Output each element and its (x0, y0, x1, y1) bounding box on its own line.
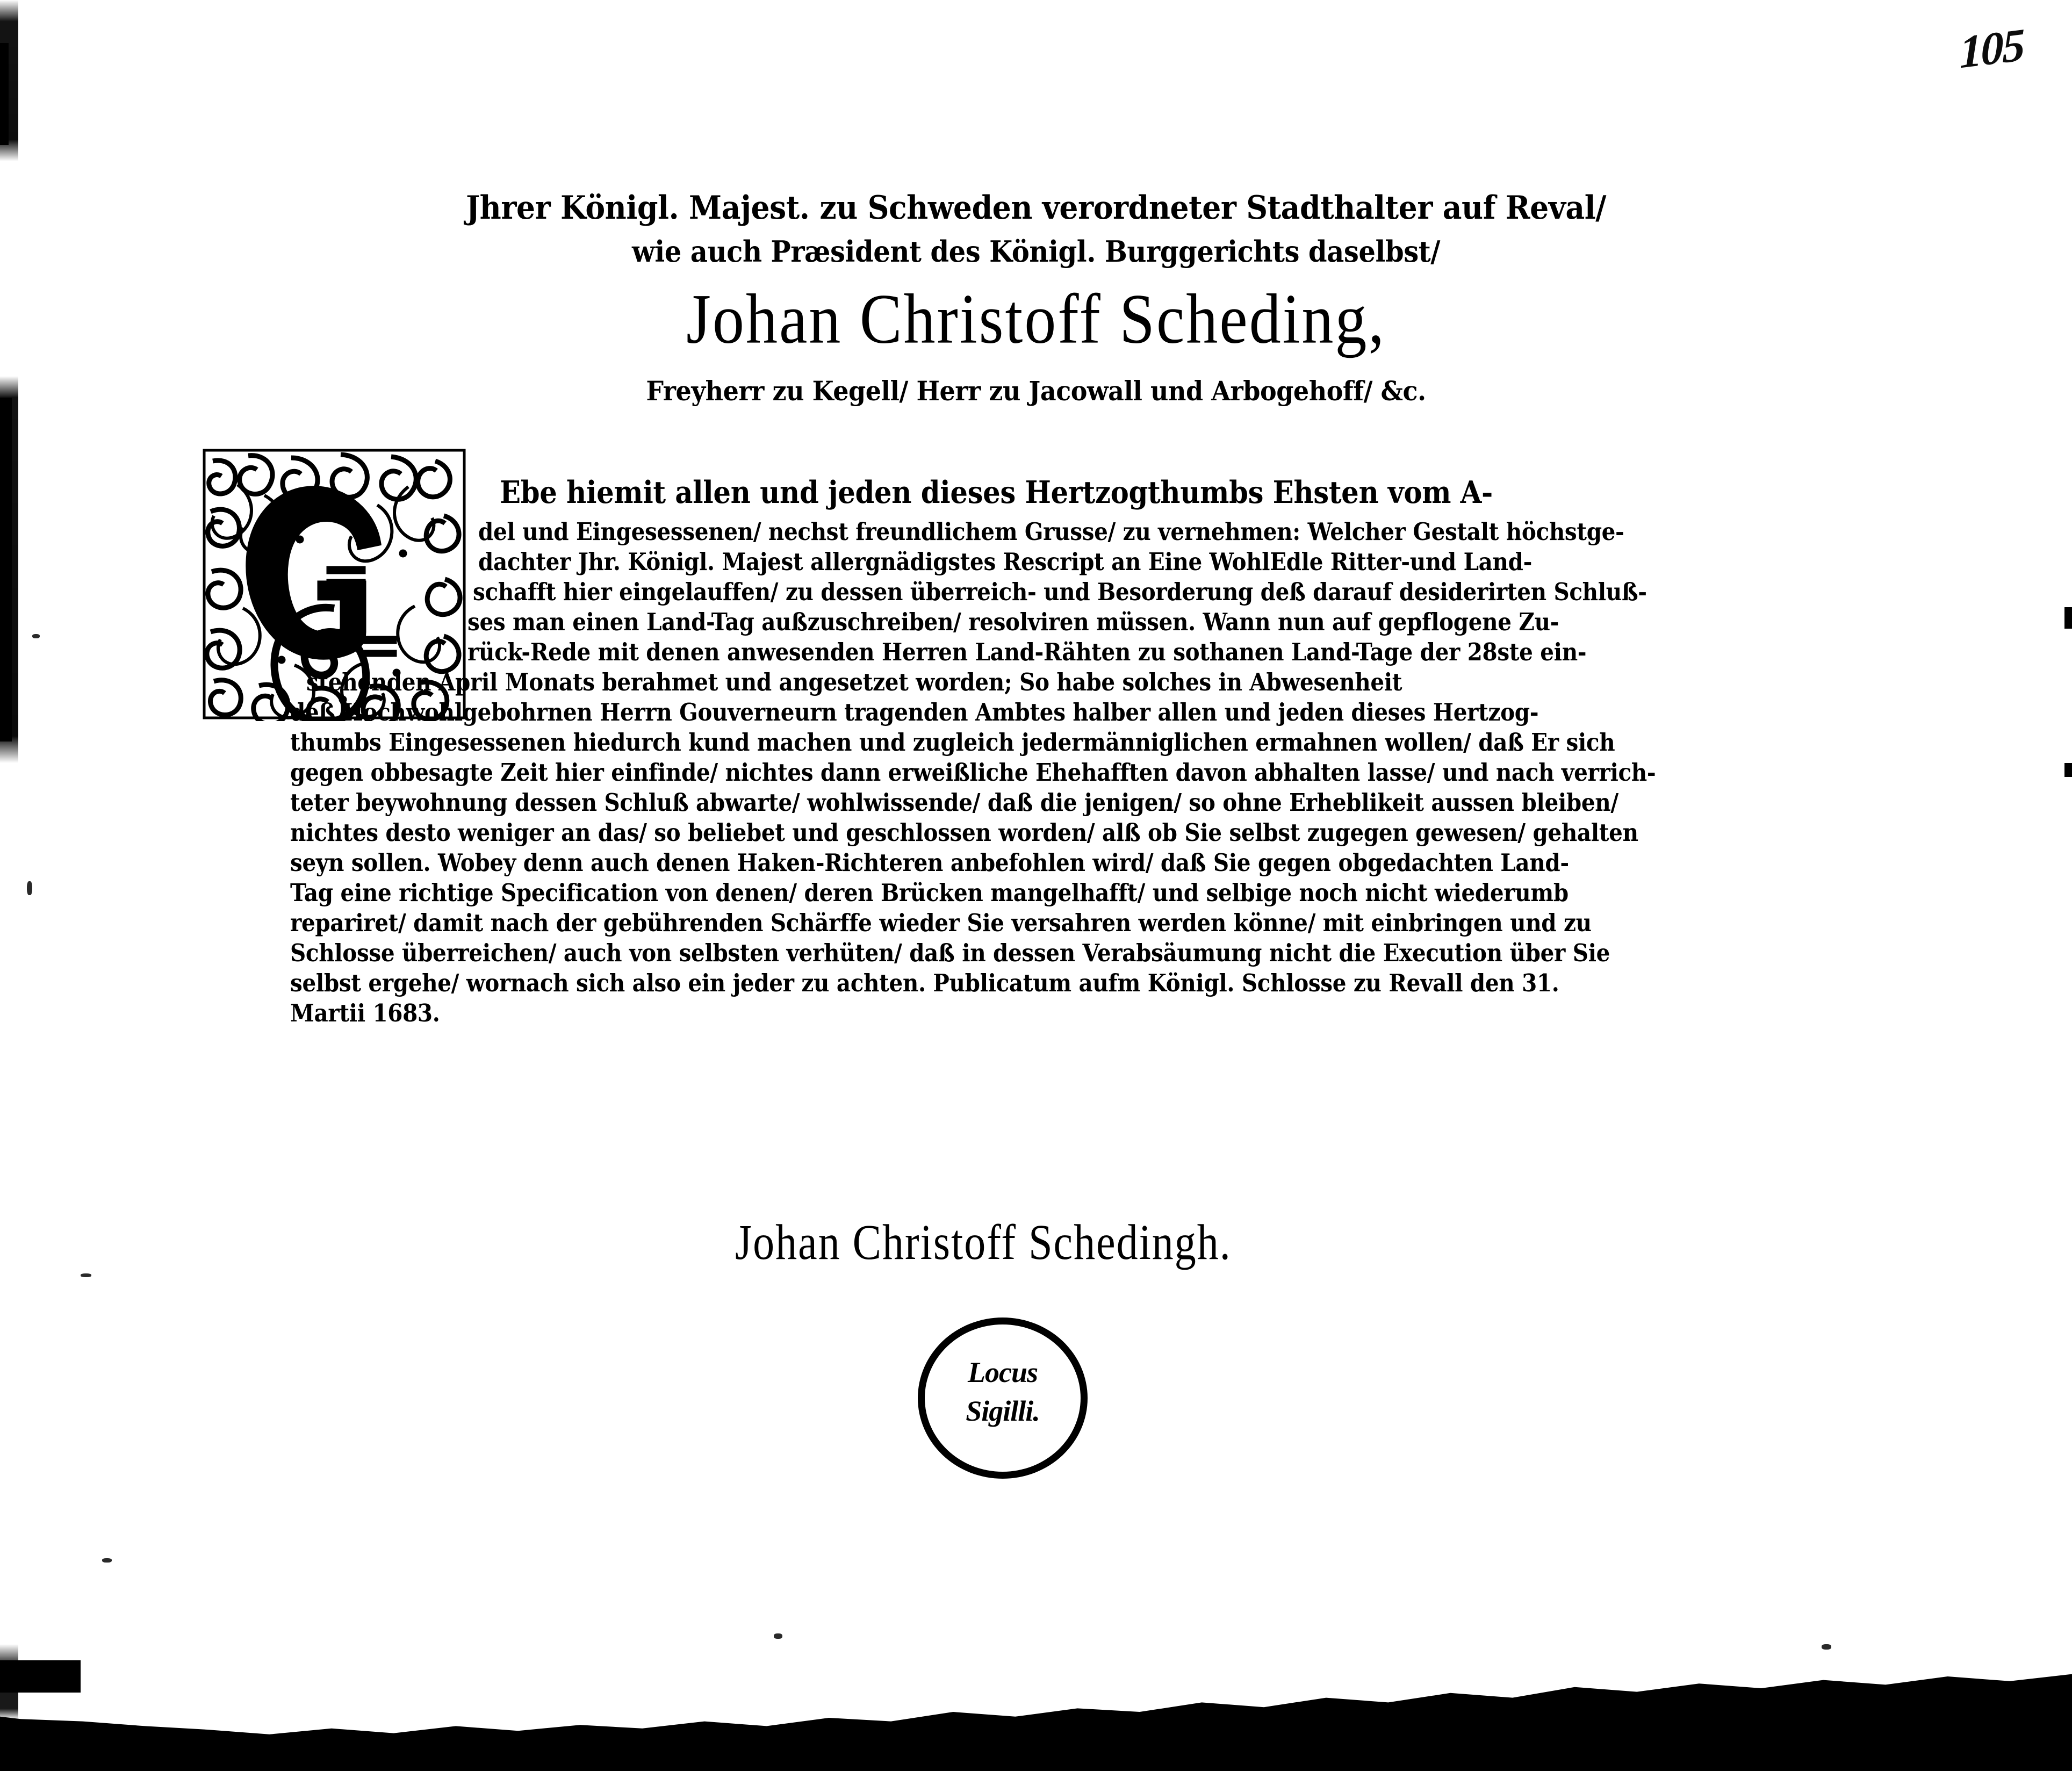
heading-titles: Freyherr zu Kegell/ Herr zu Jacowall und Arbogehoff/ &c. (646, 375, 1426, 407)
body-line: Schlosse überreichen/ auch von selbsten verhüten/ daß in dessen Verabsäumung nicht die Execution über Sie (290, 939, 1610, 967)
body-line: Martii 1683. (290, 999, 440, 1027)
body-line: teter beywohnung dessen Schluß abwarte/ wohlwissende/ daß die jenigen/ so ohne Erheblikeit aussen bleiben/ (290, 788, 1618, 817)
page-title: Johan Christoff Scheding, (686, 279, 1386, 358)
body-line: dachter Jhr. Königl. Majest allergnädigstes Rescript an Eine WohlEdle Ritter-und Land- (478, 548, 1533, 576)
body-line: Ebe hiemit allen und jeden dieses Hertzogthumbs Ehsten vom A- (500, 474, 1493, 510)
body-line: thumbs Eingesessenen hiedurch kund machen und zugleich jedermänniglichen ermahnen wollen/ daß Er sich (290, 728, 1615, 757)
body-line: Tag eine richtige Specification von denen/ deren Brücken mangelhafft/ und selbige noch nicht wiederumb (290, 879, 1569, 907)
body-line: del und Eingesessenen/ nechst freundlichem Grusse/ zu vernehmen: Welcher Gestalt höchstge- (478, 517, 1624, 546)
body-line: stehenden April Monats berahmet und angesetzet worden; So habe solches in Abwesenheit (306, 668, 1402, 696)
body-line: gegen obbesagte Zeit hier einfinde/ nichtes dann erweißliche Ehehafften davon abhalten lasse/ und nach verrich- (290, 758, 1656, 787)
scan-speck-d (774, 1633, 782, 1639)
signature-name: Johan Christoff Schedingh. (735, 1215, 1232, 1270)
scan-speck-e (1822, 1644, 1831, 1650)
seal-line-2: Sigilli. (966, 1395, 1040, 1427)
body-line: repariret/ damit nach der gebührenden Schärffe wieder Sie versahren werden könne/ mit einbringen und zu (290, 909, 1592, 937)
scan-edge-left-blob (0, 1660, 81, 1693)
body-line: seyn sollen. Wobey denn auch denen Haken-Richteren anbefohlen wird/ daß Sie gegen obgedachten Land- (290, 848, 1569, 877)
locus-sigilli-seal (918, 1318, 1088, 1479)
heading-line-1: Jhrer Königl. Majest. zu Schweden verordneter Stadthalter auf Reval/ (466, 189, 1606, 227)
body-line: selbst ergehe/ wornach sich also ein jeder zu achten. Publicatum aufm Königl. Schlosse zu Revall den 31. (290, 969, 1559, 997)
body-line: ses man einen Land-Tag außzuschreiben/ resolviren müssen. Wann nun auf gepflogene Zu- (467, 608, 1559, 636)
scan-edge-bottom (0, 1653, 2072, 1771)
body-text (0, 473, 2072, 1028)
body-line: schafft hier eingelauffen/ zu dessen überreich- und Besorderung deß darauf desiderirten Schluß- (473, 578, 1647, 606)
body-line: deß Hochwohlgebohrnen Herrn Gouverneurn tragenden Ambtes halber allen und jeden dieses Hertzog- (290, 698, 1539, 726)
seal-text (918, 1353, 1088, 1430)
body-line: rück-Rede mit denen anwesenden Herren Land-Rähten zu sothanen Land-Tage der 28ste ein- (467, 638, 1587, 666)
scan-speck-c (81, 1273, 91, 1277)
scan-edge-left-band-2 (0, 43, 9, 145)
seal-line-1: Locus (968, 1356, 1038, 1388)
heading-line-2: wie auch Præsident des Königl. Burggerichts daselbst/ (632, 234, 1440, 269)
scan-speck-f (102, 1558, 112, 1563)
heading-block (0, 189, 2072, 407)
body-line: nichtes desto weniger an das/ so beliebet und geschlossen worden/ alß ob Sie selbst zugegen gewesen/ gehalten (290, 818, 1638, 847)
folio-number: 105 (1959, 18, 2024, 78)
